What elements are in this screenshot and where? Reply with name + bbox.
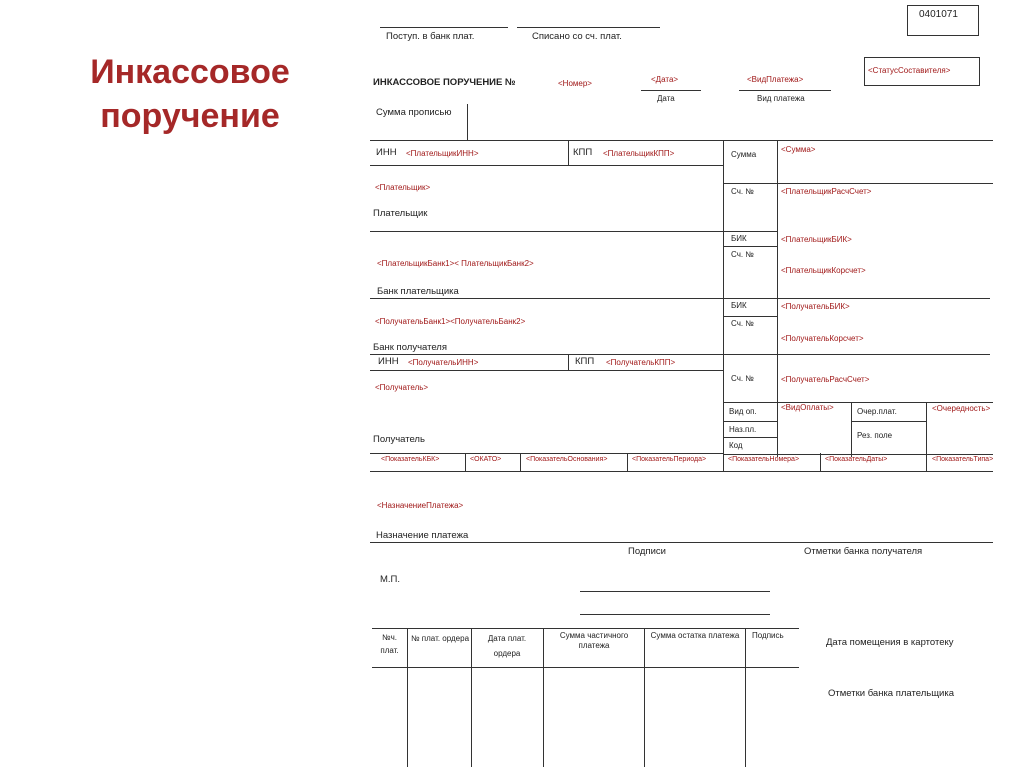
slide-title: Инкассовое поручение <box>90 53 290 135</box>
amount-words-label: Сумма прописью <box>376 107 452 118</box>
payer-bik-label: БИК <box>731 234 747 243</box>
payer-inn-label: ИНН <box>376 147 397 158</box>
line-183 <box>723 183 993 184</box>
pt-header-order-no: № плат. ордера <box>410 634 470 643</box>
payer-label: Плательщик <box>373 208 428 219</box>
payment-type-field: <ВидПлатежа> <box>747 75 804 84</box>
signatures-label: Подписи <box>628 546 666 557</box>
number-field: <Номер> <box>558 79 592 88</box>
op-divider-2 <box>926 402 927 457</box>
pt-header-part-no: №ч. плат. <box>380 633 399 655</box>
reserve-label: Рез. поле <box>857 431 893 440</box>
line-402 <box>723 402 993 403</box>
partial-table-top <box>372 628 799 629</box>
recipient-bank-label: Банк получателя <box>373 342 447 353</box>
recipient-bik-field: <ПолучательБИК> <box>781 302 850 311</box>
payer-name-field: <Плательщик> <box>375 183 431 192</box>
line-165 <box>370 165 723 166</box>
ind-div-6 <box>926 453 927 471</box>
line-454 <box>723 454 993 455</box>
form-heading: ИНКАССОВОЕ ПОРУЧЕНИЕ № <box>373 77 516 88</box>
order-label: Очер.плат. <box>857 407 897 416</box>
recipient-kpp-label: КПП <box>575 356 595 367</box>
recipient-kpp-field: <ПолучательКПП> <box>606 358 676 367</box>
line-354 <box>370 354 990 355</box>
recipient-account-label: Сч. № <box>731 374 754 383</box>
ind-div-2 <box>520 453 521 471</box>
line-370 <box>370 370 723 371</box>
recipient-label: Получатель <box>373 434 425 445</box>
indicator-period: <ПоказательПериода> <box>632 456 707 463</box>
debited-label: Списано со сч. плат. <box>532 31 622 42</box>
indicator-number: <ПоказательНомера> <box>728 456 800 463</box>
indicator-okato: <ОКАТО> <box>470 456 502 463</box>
debited-line <box>517 27 660 28</box>
ind-div-5 <box>820 453 821 471</box>
recipient-corr-field: <ПолучательКорсчет> <box>781 334 864 343</box>
line-298 <box>370 298 990 299</box>
indicator-basis: <ПоказательОснования> <box>526 456 608 463</box>
payment-type-line <box>739 90 831 91</box>
line-246 <box>723 246 777 247</box>
payer-bank-field: <ПлательщикБанк1>< ПлательщикБанк2> <box>377 259 534 268</box>
line-231-left <box>370 231 723 232</box>
recipient-bank-marks: Отметки банка получателя <box>804 546 923 557</box>
payer-inn-kpp-divider <box>568 140 569 165</box>
pt-header-order-date: Дата плат. ордера <box>487 634 527 658</box>
line-471 <box>370 471 993 472</box>
recipient-account-field: <ПолучательРасчСчет> <box>781 375 870 384</box>
purpose-code-label: Наз.пл. <box>729 425 757 434</box>
pt-header-partial-sum: Сумма частичного платежа <box>559 631 629 650</box>
purpose-label: Назначение платежа <box>376 530 469 541</box>
indicator-kbk: <ПоказательКБК> <box>381 456 440 463</box>
payer-account-label: Сч. № <box>731 187 754 196</box>
stamp-label: М.П. <box>380 574 401 585</box>
line-421 <box>723 421 777 422</box>
line-316 <box>723 316 777 317</box>
op-type-field: <ВидОплаты> <box>781 403 834 412</box>
date-label: Дата <box>657 94 675 103</box>
pt-div-4 <box>644 628 645 767</box>
card-date-label: Дата помещения в картотеку <box>826 637 954 648</box>
payer-kpp-label: КПП <box>573 147 593 158</box>
ind-div-3 <box>627 453 628 471</box>
line-140 <box>370 140 993 141</box>
signature-line-1 <box>580 591 770 592</box>
amount-label: Сумма <box>731 150 757 159</box>
op-type-label: Вид оп. <box>729 407 757 416</box>
recipient-inn-field: <ПолучательИНН> <box>408 358 479 367</box>
line-437 <box>723 437 777 438</box>
code-label: Код <box>729 441 743 450</box>
received-label: Поступ. в банк плат. <box>386 31 475 42</box>
recipient-bank-field: <ПолучательБанк1><ПолучательБанк2> <box>375 317 526 326</box>
line-231-right <box>723 231 777 232</box>
status-field: <СтатусСоставителя> <box>868 66 951 75</box>
date-line <box>641 90 701 91</box>
pt-div-1 <box>407 628 408 767</box>
ind-div-1 <box>465 453 466 471</box>
payer-bank-label: Банк плательщика <box>377 286 459 297</box>
payment-type-label: Вид платежа <box>757 94 805 103</box>
pt-div-3 <box>543 628 544 767</box>
recipient-bik-label: БИК <box>731 301 747 310</box>
indicator-date: <ПоказательДаты> <box>825 456 888 463</box>
pt-div-5 <box>745 628 746 767</box>
partial-table-header-bottom <box>372 667 799 668</box>
pt-div-2 <box>471 628 472 767</box>
payer-kpp-field: <ПлательщикКПП> <box>603 149 675 158</box>
indicator-type: <ПоказательТипа> <box>932 456 994 463</box>
recipient-name-field: <Получатель> <box>375 383 429 392</box>
payer-inn-field: <ПлательщикИНН> <box>406 149 479 158</box>
payer-corr-label: Сч. № <box>731 250 754 259</box>
signature-line-2 <box>580 614 770 615</box>
payer-account-field: <ПлательщикРасчСчет> <box>781 187 872 196</box>
line-542 <box>370 542 993 543</box>
amount-words-divider <box>467 104 468 140</box>
op-divider-1 <box>851 402 852 457</box>
line-421b <box>851 421 926 422</box>
amount-field: <Сумма> <box>781 145 816 154</box>
pt-header-signature: Подпись <box>752 631 784 640</box>
date-field: <Дата> <box>651 75 679 84</box>
payer-bank-marks: Отметки банка плательщика <box>828 688 954 699</box>
payer-corr-field: <ПлательщикКорсчет> <box>781 266 866 275</box>
recipient-corr-label: Сч. № <box>731 319 754 328</box>
form-code: 0401071 <box>919 9 958 20</box>
line-453 <box>370 453 723 454</box>
payer-bik-field: <ПлательщикБИК> <box>781 235 852 244</box>
recipient-inn-label: ИНН <box>378 356 399 367</box>
order-field: <Очередность> <box>932 404 991 413</box>
recipient-inn-kpp-divider <box>568 354 569 370</box>
received-line <box>380 27 508 28</box>
pt-header-remaining-sum: Сумма остатка платежа <box>650 631 740 640</box>
purpose-field: <НазначениеПлатежа> <box>377 501 464 510</box>
